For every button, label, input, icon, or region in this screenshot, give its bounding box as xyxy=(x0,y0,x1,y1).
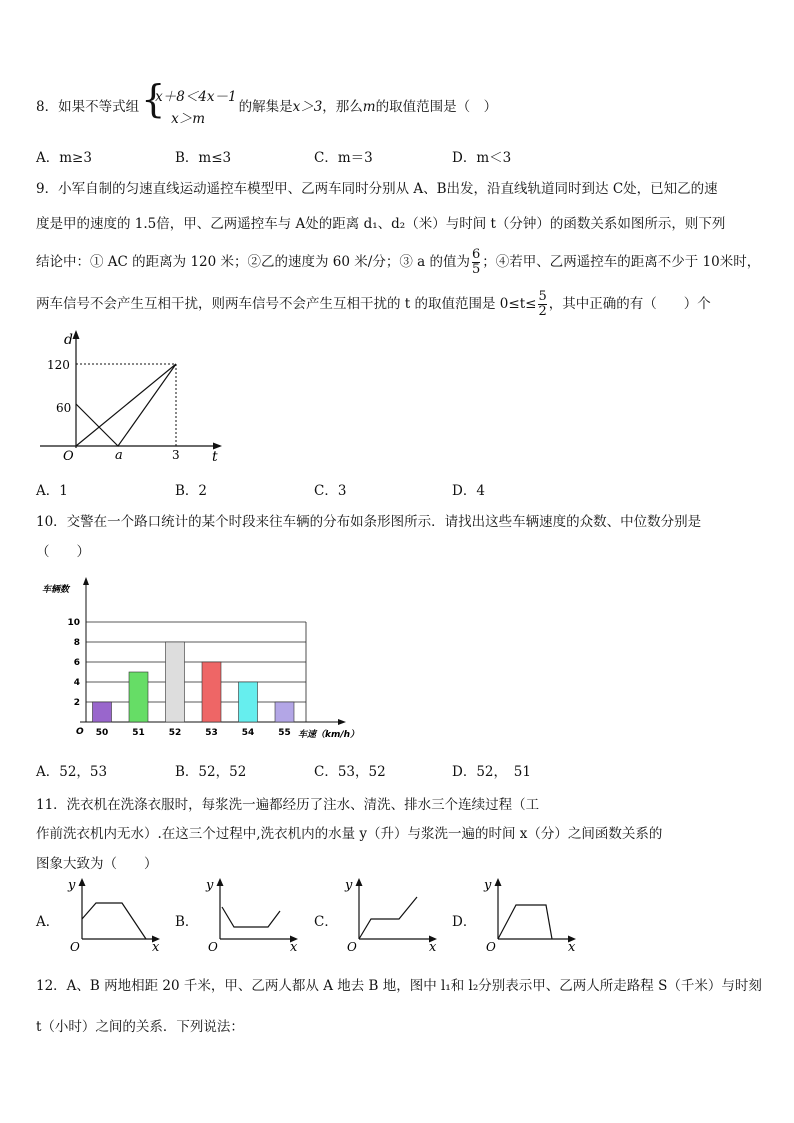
q10-option-a[interactable]: A．52，53 xyxy=(36,764,108,780)
q8-option-a[interactable]: A．m≥3 xyxy=(36,150,92,166)
q9-y-axis-arrow-icon xyxy=(73,330,80,339)
q9-origin: O xyxy=(63,449,74,464)
q11-option-b[interactable]: B． xyxy=(175,914,199,930)
q12-line-1: 12．A、B 两地相距 20 千米，甲、乙两人都从 A 地去 B 地，图中 l₁和 l₂分别表示甲、乙两人所走路程 S（千米）与时刻 xyxy=(36,978,762,994)
q9-option-c[interactable]: C．3 xyxy=(314,483,347,499)
q11-c-x-label: x xyxy=(429,940,437,951)
q10-x-tick-55: 55 xyxy=(278,728,291,738)
q8-stem-pre: 8．如果不等式组 xyxy=(36,99,140,115)
q9-line-4 xyxy=(36,286,711,322)
q11-c-y-label: y xyxy=(345,878,353,893)
q9-fraction-a xyxy=(472,248,480,276)
q11-a-x-label: x xyxy=(152,940,160,951)
q11-graph-c xyxy=(337,875,437,951)
q9-tick-3: 3 xyxy=(172,448,180,462)
q11-d-x-label: x xyxy=(568,940,576,951)
q10-y-axis-label: 车辆数 xyxy=(42,585,70,595)
q10-option-b[interactable]: B．52，52 xyxy=(175,764,247,780)
q9-line-2: 度是甲的速度的 1.5倍，甲、乙两遥控车与 A处的距离 d₁、d₂（米）与时间 t（分钟）的函数关系如图所示，则下列 xyxy=(36,216,726,232)
q9-fraction-t xyxy=(538,290,546,318)
q10-option-c[interactable]: C．53，52 xyxy=(314,764,386,780)
q10-bar-chart xyxy=(36,574,366,744)
q10-bar-55 xyxy=(275,702,294,722)
q10-line-1: 10．交警在一个路口统计的某个时段来往车辆的分布如条形图所示．请找出这些车辆速度的众数、中位数分别是 xyxy=(36,514,702,530)
q9-tick-120: 120 xyxy=(47,358,70,372)
q11-graph-a xyxy=(60,875,160,951)
q10-y-tick-2: 2 xyxy=(73,698,80,708)
q11-line-3: 图象大致为（ ） xyxy=(36,856,158,872)
q8-stem-post: 的解集是 xyxy=(238,99,293,115)
q11-graph-d xyxy=(476,875,576,951)
q9-axis-d: d xyxy=(64,332,73,348)
q11-c-y-arrow-icon xyxy=(356,878,363,886)
q9-line-4-post: ，其中正确的有（ ）个 xyxy=(548,296,711,312)
q11-option-c[interactable]: C． xyxy=(314,914,338,930)
q11-b-x-label: x xyxy=(290,940,298,951)
q9-axis-t: t xyxy=(212,449,218,465)
q9-line-3 xyxy=(36,244,760,280)
q11-line-1: 11．洗衣机在洗涤衣服时，每浆洗一遍都经历了注水、清洗、排水三个连续过程（工 xyxy=(36,797,540,813)
q10-origin: O xyxy=(76,727,84,737)
q9-distance-graph xyxy=(36,328,236,468)
q10-y-tick-6: 6 xyxy=(73,658,80,668)
q9-option-a[interactable]: A．1 xyxy=(36,483,68,499)
q8-inequality-system xyxy=(141,76,237,130)
q11-option-d[interactable]: D． xyxy=(452,914,477,930)
q11-c-curve xyxy=(359,897,417,939)
q11-b-origin: O xyxy=(208,940,218,951)
q11-line-2: 作前洗衣机内无水）.在这三个过程中,洗衣机内的水量 y（升）与浆洗一遍的时间 x（分）之间函数关系的 xyxy=(36,826,663,842)
q8-stem-end: 的取值范围是（ ） xyxy=(375,99,498,115)
q12-line-2: t（小时）之间的关系．下列说法： xyxy=(36,1019,244,1035)
q11-d-curve xyxy=(498,905,552,939)
q11-a-y-label: y xyxy=(68,878,76,893)
q8-option-c[interactable]: C．m＝3 xyxy=(314,150,373,166)
q9-fraction-t-den: 2 xyxy=(538,304,547,319)
q10-bar-53 xyxy=(202,662,221,722)
q10-x-tick-52: 52 xyxy=(168,728,182,738)
q8-stem xyxy=(36,76,498,130)
q10-y-tick-8: 8 xyxy=(73,638,80,648)
q11-d-origin: O xyxy=(486,940,496,951)
q11-b-y-label: y xyxy=(206,878,214,893)
q9-line-3-pre: 结论中：① AC 的距离为 120 米；②乙的速度为 60 米/分；③ a 的值为 xyxy=(36,254,470,270)
q8-inequality-1: x＋8＜4x－1 xyxy=(155,88,237,105)
q8-solution: x＞3 xyxy=(292,99,323,115)
q9-line-4-pre: 两车信号不会产生互相干扰，则两车信号不会产生互相干扰的 t 的取值范围是 0≤t≤ xyxy=(36,296,537,312)
q10-bar-50 xyxy=(93,702,112,722)
q10-x-axis-arrow-icon xyxy=(338,719,346,725)
q10-x-axis-label: 车速（km/h） xyxy=(298,730,360,740)
q10-bar-52 xyxy=(166,642,185,722)
q10-x-tick-53: 53 xyxy=(205,728,218,738)
q10-x-tick-54: 54 xyxy=(241,728,255,738)
q10-option-d[interactable]: D．52， 51 xyxy=(452,764,531,780)
q10-bar-54 xyxy=(239,682,258,722)
q9-fraction-t-num: 5 xyxy=(538,289,547,305)
brace-icon: { xyxy=(141,76,166,121)
q9-option-b[interactable]: B．2 xyxy=(175,483,208,499)
q11-b-curve xyxy=(222,907,280,927)
q8-option-d[interactable]: D．m＜3 xyxy=(452,150,512,166)
q9-line-1: 9．小军自制的匀速直线运动遥控车模型甲、乙两车同时分别从 A、B出发，沿直线轨道同时到达 C处，已知乙的速 xyxy=(36,181,718,197)
q11-graph-b xyxy=(198,875,298,951)
q11-a-y-arrow-icon xyxy=(79,878,86,886)
q11-a-curve xyxy=(82,903,146,939)
q9-line-3-post: ；④若甲、乙两遥控车的距离不少于 10米时， xyxy=(482,254,761,270)
q11-d-y-label: y xyxy=(484,878,492,893)
q10-line-2: （ ） xyxy=(36,544,90,560)
q8-var-m: m xyxy=(362,99,376,115)
q10-x-tick-51: 51 xyxy=(132,728,145,738)
q11-b-y-arrow-icon xyxy=(217,878,224,886)
q11-a-origin: O xyxy=(70,940,80,951)
q11-option-a[interactable]: A． xyxy=(36,914,60,930)
q8-inequality-2: x＞m xyxy=(171,110,206,127)
q11-c-origin: O xyxy=(347,940,357,951)
q11-d-y-arrow-icon xyxy=(495,878,502,886)
q9-tick-a: a xyxy=(115,448,123,463)
q8-stem-tail: ，那么 xyxy=(322,99,363,115)
q10-bar-51 xyxy=(129,672,148,722)
q10-y-tick-10: 10 xyxy=(67,618,80,628)
q10-x-tick-50: 50 xyxy=(95,728,109,738)
q9-tick-60: 60 xyxy=(56,401,72,415)
q10-y-tick-4: 4 xyxy=(73,678,80,688)
q9-fraction-a-den: 5 xyxy=(471,262,481,277)
q10-y-axis-arrow-icon xyxy=(83,577,89,585)
q9-option-d[interactable]: D．4 xyxy=(452,483,485,499)
q9-fraction-a-num: 6 xyxy=(471,247,481,263)
q8-option-b[interactable]: B．m≤3 xyxy=(175,150,232,166)
